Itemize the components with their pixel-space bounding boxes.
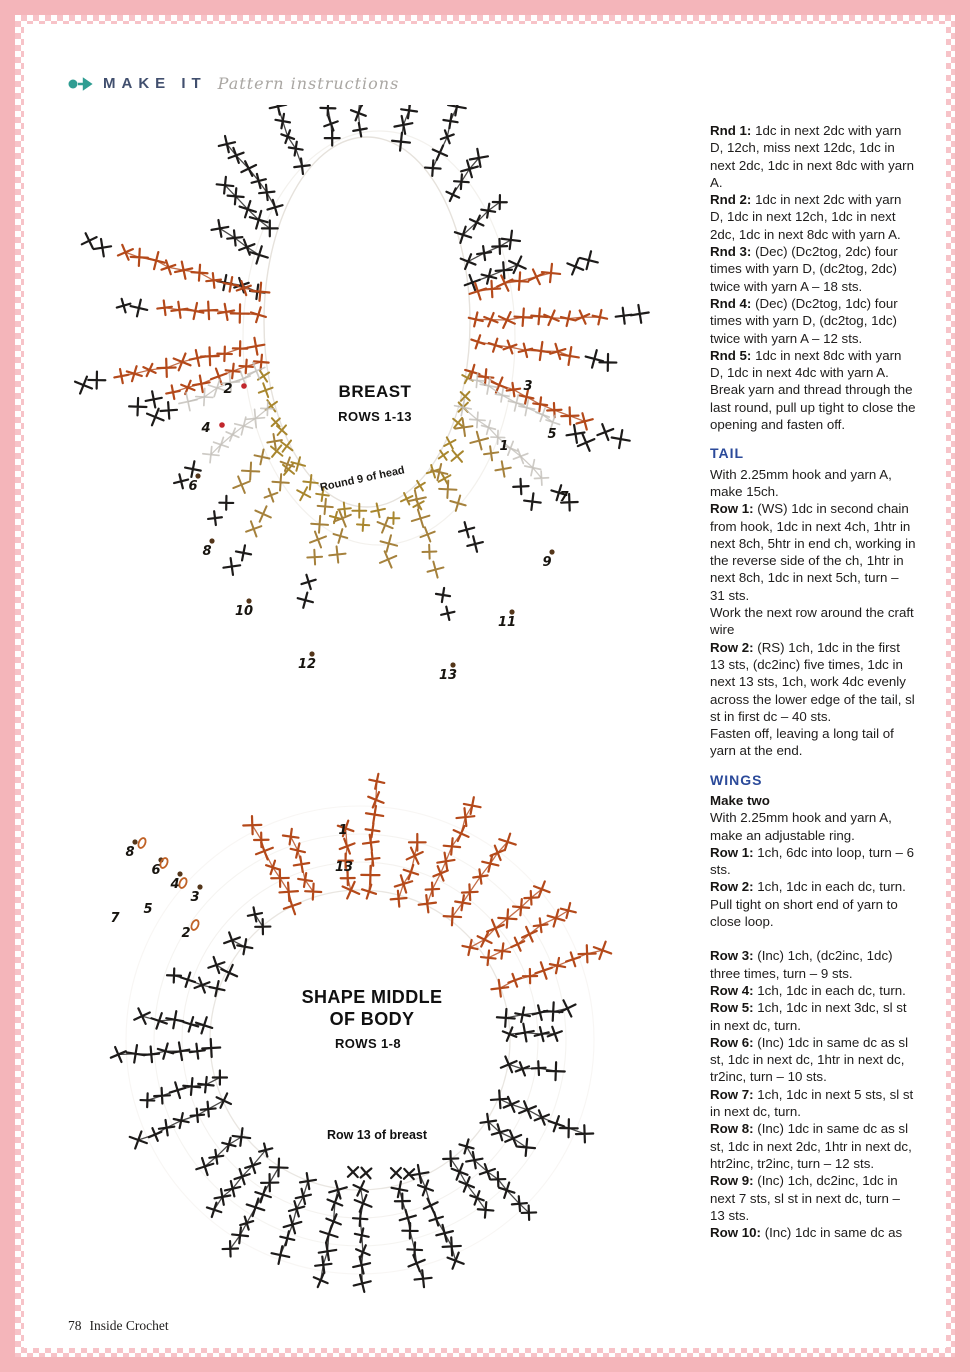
page-footer	[68, 1318, 169, 1334]
row-number: 2	[223, 382, 233, 397]
header-subtitle: Pattern instructions	[217, 74, 400, 93]
row-number: 1	[499, 439, 509, 454]
row-number: 13	[334, 860, 354, 875]
row-number: 6	[151, 863, 161, 878]
instruction-paragraph: Row 1: 1ch, 6dc into loop, turn – 6 sts.	[710, 844, 914, 878]
row-number: 7	[110, 911, 120, 926]
section-title: MAKE IT	[103, 75, 207, 92]
stitches-layer	[72, 105, 650, 621]
row-number: 2	[181, 926, 191, 941]
row-number: 13	[438, 668, 458, 683]
row-number: 4	[201, 421, 211, 436]
instruction-paragraph: With 2.25mm hook and yarn A, make an adjustable ring.	[710, 810, 892, 843]
row-number: 5	[547, 427, 557, 442]
instruction-paragraph: Row 7: 1ch, 1dc in next 5 sts, sl st in next dc, turn.	[710, 1086, 914, 1120]
row-number: 12	[297, 657, 317, 672]
row-number: 1	[338, 823, 348, 838]
instruction-paragraph: With 2.25mm hook and yarn A, make 15ch.	[710, 466, 892, 499]
instruction-paragraph: Row 3: (Inc) 1ch, (dc2inc, 1dc) three times, turn – 9 sts.	[710, 948, 893, 981]
diagram-label: ROWS 1-13	[338, 409, 412, 424]
row-number: 11	[497, 615, 517, 630]
instruction-paragraph: Row 6: (Inc) 1dc in same dc as sl st, 1dc in next dc, 1htr in next dc, tr2inc, turn – 10 sts.	[710, 1034, 909, 1085]
diagram-label: Row 13 of breast	[326, 1128, 428, 1142]
instruction-paragraph: Row 10: (Inc) 1dc in same dc as	[710, 1225, 903, 1241]
row-number: 3	[190, 890, 200, 905]
row-number: 6	[188, 479, 198, 494]
instruction-paragraph: Row 1: (WS) 1dc in second chain from hook, 1dc in next 4ch, 1htr in next 8ch, 5htr in end ch, working in the reverse side of the ch, 1htr in next 8ch, 1dc in next 5ch, turn – 31 sts.	[710, 501, 916, 603]
instruction-paragraph: Rnd 3: (Dec) (Dc2tog, 2dc) four times with yarn D, (dc2tog, 2dc) twice with yarn A – 18 sts.	[710, 244, 898, 294]
labels-layer	[302, 987, 443, 1142]
row-number: 10	[234, 604, 254, 619]
row-number: 3	[523, 379, 533, 394]
instruction-paragraph: Rnd 5: 1dc in next 8dc with yarn D, 1dc in next 4dc with yarn A. Break yarn and thread through the last round, pull up tight to close the opening and fasten off.	[710, 347, 916, 433]
section-heading: TAIL	[710, 445, 745, 462]
instruction-paragraph: Rnd 4: (Dec) (Dc2tog, 1dc) four times with yarn D, (dc2tog, 1dc) twice with yarn A – 12 sts.	[710, 295, 898, 346]
section-heading: WINGS	[710, 771, 763, 788]
instruction-paragraph: Row 4: 1ch, 1dc in each dc, turn.	[710, 982, 906, 998]
instruction-paragraph: Row 2: (RS) 1ch, 1dc in the first 13 sts, (dc2inc) five times, 1dc in next 13 sts, 1ch, work 4dc evenly across the lower edge of the tail, sl st in first dc – 40 sts.	[710, 639, 915, 724]
instruction-paragraph: Make two	[710, 792, 770, 808]
diagram-label: ROWS 1-8	[334, 1036, 402, 1051]
breast-crochet-chart	[45, 105, 705, 719]
diagram-title: BREAST	[338, 382, 412, 401]
magazine-name: Inside Crochet	[89, 1318, 169, 1333]
labels-layer	[319, 382, 412, 494]
instruction-paragraph: Row 9: (Inc) 1ch, dc2inc, 1dc in next 7 sts, sl st in next dc, turn – 13 sts.	[710, 1173, 900, 1223]
instruction-paragraph: Rnd 2: 1dc in next 2dc with yarn D, 1dc in next 12ch, 1dc in next 2dc, 1dc in next 8dc with yarn A.	[710, 192, 902, 242]
row-number: 9	[542, 555, 552, 570]
markers-layer	[110, 823, 353, 941]
row-number: 4	[170, 877, 180, 892]
diagram-title: SHAPE MIDDLE	[301, 987, 443, 1007]
row-number: 8	[125, 845, 135, 860]
page-content	[24, 24, 946, 1348]
row-number: 5	[143, 902, 153, 917]
page-number: 78	[68, 1318, 82, 1333]
arrow-bullet-icon	[68, 76, 94, 92]
row-number: 7	[559, 490, 569, 505]
diagram-label: OF BODY	[329, 1009, 415, 1029]
diagram-label: Round 9 of head	[318, 464, 406, 494]
instructions-column	[710, 122, 916, 1241]
instruction-paragraph: Row 8: (Inc) 1dc in same dc as sl st, 1dc in next 2dc, 1htr in next dc, htr2inc, tr2inc, turn – 12 sts.	[710, 1121, 912, 1171]
instruction-paragraph: Work the next row around the craft wire	[710, 605, 914, 638]
body-crochet-chart	[45, 715, 705, 1345]
instruction-paragraph: Rnd 1: 1dc in next 2dc with yarn D, 12ch, miss next 12dc, 1dc in next 2dc, 1dc in next 8dc with yarn A.	[710, 123, 914, 190]
instruction-paragraph: Row 5: 1ch, 1dc in next 3dc, sl st in next dc, turn.	[710, 1000, 907, 1033]
instruction-paragraph: Row 2: 1ch, 1dc in each dc, turn. Pull tight on short end of yarn to close loop.	[710, 879, 906, 930]
row-number: 8	[202, 544, 212, 559]
page-header	[68, 74, 399, 93]
instruction-paragraph: Fasten off, leaving a long tail of yarn at the end.	[710, 726, 894, 759]
